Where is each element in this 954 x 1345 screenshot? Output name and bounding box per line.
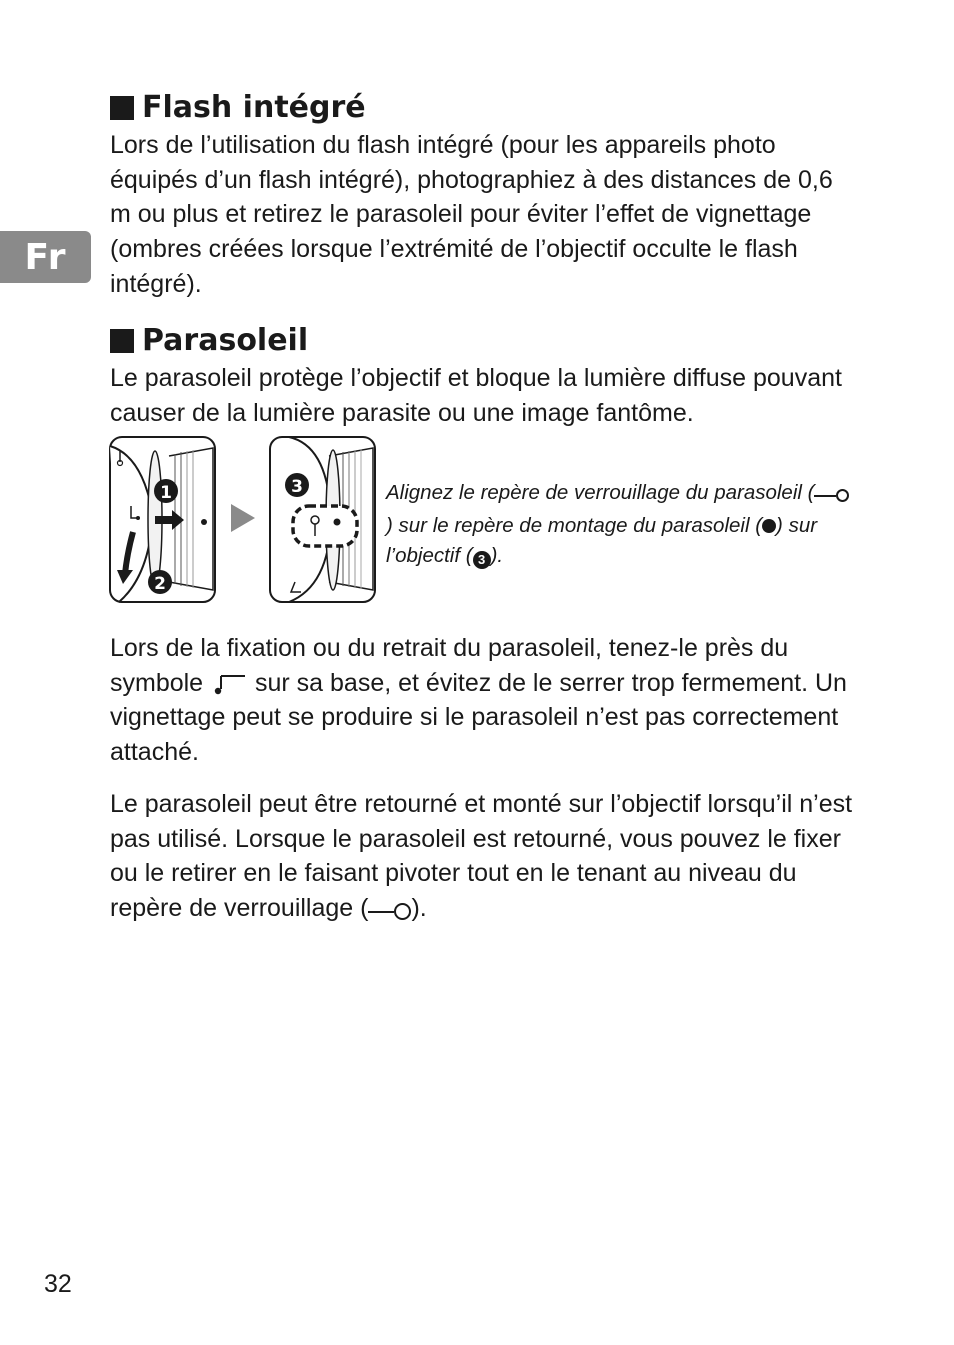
square-icon xyxy=(110,96,134,120)
page-number: 32 xyxy=(44,1270,72,1298)
reverse-text-1: Le parasoleil peut être retourné et monté sur l’objectif lorsqu’il n’est pas utilisé. Lorsque le parasoleil est retourné, vous pouvez le fixer ou le retirer en le faisant pivoter tout en le tenant au niveau du repère de verrouillage ( xyxy=(110,790,853,923)
section-title-hood-text: Parasoleil xyxy=(142,323,309,358)
step-3-icon: 3 xyxy=(473,551,491,569)
hood-attach-illustration-step3 xyxy=(269,436,377,604)
section-title-hood xyxy=(110,323,308,358)
section-title-flash xyxy=(110,90,366,125)
hood-intro-paragraph: Le parasoleil protège l’objectif et bloque la lumière diffuse pouvant causer de la lumière parasite ou une image fantôme. xyxy=(110,364,842,427)
lock-mark-icon xyxy=(814,480,849,511)
hold-symbol-icon xyxy=(212,673,246,695)
next-step-arrow-icon xyxy=(229,502,257,534)
caption-text-3: ) sur l’objectif ( xyxy=(386,513,818,567)
hood-reverse-paragraph xyxy=(110,787,855,928)
lock-mark-icon xyxy=(368,893,411,928)
reverse-text-2: ). xyxy=(411,894,427,923)
step-badge-3: 3 xyxy=(291,477,303,497)
hood-attach-illustration-step1-2 xyxy=(109,436,217,604)
step-badge-1: 1 xyxy=(160,483,172,503)
caption-text-4: ). xyxy=(490,544,504,567)
dot-icon xyxy=(762,519,776,533)
attach-text-2: sur sa base, et évitez de le serrer trop fermement. Un vignettage peut se produire si le parasoleil n’est pas correctement attaché. xyxy=(110,668,847,767)
square-icon xyxy=(110,329,134,353)
hood-attach-paragraph xyxy=(110,631,855,770)
caption-text-1: Alignez le repère de verrouillage du parasoleil ( xyxy=(386,481,815,504)
illustration-caption xyxy=(386,478,856,572)
language-tab: Fr xyxy=(0,231,91,283)
section-title-flash-text: Flash intégré xyxy=(142,90,366,125)
flash-paragraph: Lors de l’utilisation du flash intégré (pour les appareils photo équipés d’un flash intégré), photographiez à des distances de 0,6 m ou plus et retirez le parasoleil pour éviter l’effet de vignettage (ombres créées lorsque l’extrémité de l’objectif occulte le flash intégré). xyxy=(110,131,833,298)
attach-text-1: Lors de la fixation ou du retrait du parasoleil, tenez-le près du symbole xyxy=(110,634,789,697)
step-badge-2: 2 xyxy=(154,574,166,594)
caption-text-2: ) sur le repère de montage du parasoleil ( xyxy=(386,513,763,537)
